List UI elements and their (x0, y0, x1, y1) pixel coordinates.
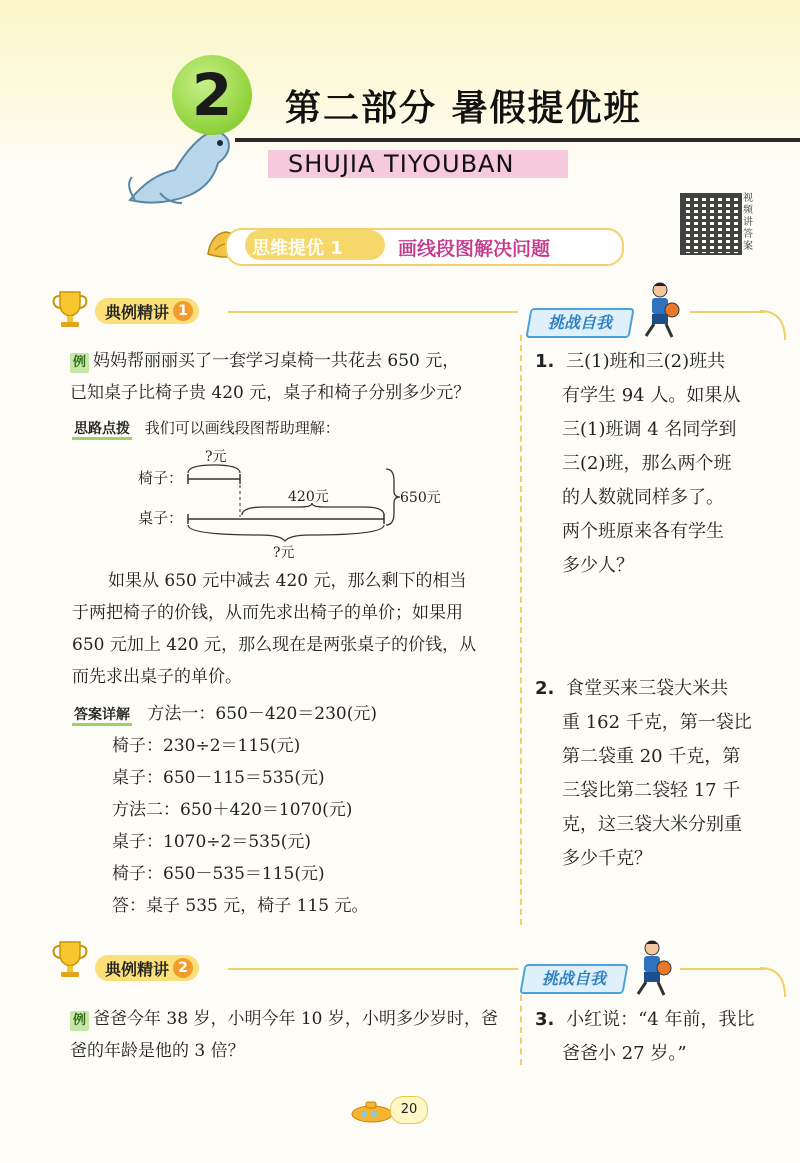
example2-problem-line1 (70, 1003, 498, 1035)
trophy-icon (50, 938, 90, 980)
example2-problem-text1: 爸爸今年 38 岁，小明今年 10 岁，小明多少岁时，爸 (93, 1009, 498, 1029)
page-number: 20 (390, 1096, 428, 1124)
example2-heading-label: 典例精讲 (105, 959, 170, 979)
line-segment-diagram (130, 445, 470, 563)
diagram-desk-label: 桌子： (138, 509, 184, 527)
q1-line1 (535, 345, 725, 379)
qr-code-icon[interactable] (680, 193, 742, 255)
challenge2-rule (680, 968, 765, 970)
example2-problem-line2: 爸的年龄是他的 3 倍？ (70, 1041, 245, 1061)
q3-text1: 小红说：“4 年前，我比 (566, 1009, 755, 1030)
example1-problem-text1: 妈妈帮丽丽买了一套学习桌椅一共花去 650 元， (93, 351, 460, 371)
solution-line4: 方法二：650＋420＝1070(元) (112, 800, 353, 820)
example2-tag: 例 (70, 1011, 89, 1031)
page-subtitle: SHUJIA TIYOUBAN (288, 150, 515, 178)
basketball-player-icon (628, 938, 674, 998)
q2-line3: 第二袋重 20 千克，第 (562, 746, 741, 767)
q1-line4: 三(2)班，那么两个班 (562, 453, 732, 474)
title-rule (235, 138, 800, 142)
challenge-tag-2 (519, 964, 628, 994)
column-divider (520, 335, 522, 925)
challenge-label-1: 挑战自我 (547, 313, 612, 332)
challenge2-corner (760, 967, 790, 1007)
example1-tag: 例 (70, 353, 89, 373)
basketball-player-icon (636, 280, 682, 340)
q2-text1: 食堂买来三袋大米共 (566, 678, 729, 699)
challenge-label-2: 挑战自我 (541, 969, 606, 988)
q2-number: 2. (535, 678, 555, 699)
q1-line5: 的人数就同样多了。 (562, 487, 724, 508)
q3-line2: 爸爸小 27 岁。” (562, 1043, 687, 1064)
example1-heading (95, 298, 199, 324)
q1-line6: 两个班原来各有学生 (562, 521, 724, 542)
solution-line7: 答：桌子 535 元，椅子 115 元。 (112, 896, 369, 916)
q1-line7: 多少人？ (562, 555, 634, 576)
q2-line5: 克，这三袋大米分别重 (562, 814, 742, 835)
q3-line1 (535, 1003, 755, 1037)
example1-heading-rule (228, 311, 518, 313)
q1-line2: 有学生 94 人。如果从 (562, 385, 741, 406)
hint-label: 思路点拨 (72, 421, 132, 440)
challenge-tag-1 (525, 308, 634, 338)
diagram-difference: 420元 (288, 489, 329, 505)
qr-label: 视频讲答案 (743, 193, 753, 252)
explain-line3: 650 元加上 420 元，那么现在是两张桌子的价钱，从 (72, 635, 477, 655)
example2-heading-rule (228, 968, 518, 970)
solution-text1: 方法一：650－420＝230(元) (147, 704, 378, 724)
q3-number: 3. (535, 1009, 555, 1030)
q2-line2: 重 162 千克，第一袋比 (562, 712, 752, 733)
solution-line2: 椅子：230÷2＝115(元) (112, 736, 301, 756)
solution-line6: 椅子：650－535＝115(元) (112, 864, 325, 884)
diagram-desk-unknown: ?元 (273, 545, 295, 561)
chapter-number-badge: 2 (172, 55, 252, 135)
example1-problem-line1 (70, 345, 459, 377)
q2-line1 (535, 672, 728, 706)
q2-line4: 三袋比第二袋轻 17 千 (562, 780, 741, 801)
example2-heading (95, 955, 199, 981)
answer-label: 答案详解 (72, 707, 132, 726)
explain-line2: 于两把椅子的价钱，从而先求出椅子的单价；如果用 (72, 603, 463, 623)
solution-line1 (72, 698, 377, 731)
challenge1-rule (690, 311, 765, 313)
example1-problem-line2: 已知桌子比椅子贵 420 元，桌子和椅子分别多少元？ (70, 383, 471, 403)
explain-line1: 如果从 650 元中减去 420 元，那么剩下的相当 (108, 571, 467, 591)
trophy-icon (50, 288, 90, 330)
example1-hint-line (72, 412, 340, 445)
example1-heading-label: 典例精讲 (105, 302, 170, 322)
example1-heading-number: 1 (173, 301, 193, 321)
lesson-title: 画线段图解决问题 (398, 238, 551, 260)
lesson-number: 思维提优 1 (252, 238, 343, 259)
solution-line3: 桌子：650－115＝535(元) (112, 768, 325, 788)
column-divider-2 (520, 995, 522, 1065)
page-title: 第二部分 暑假提优班 (285, 88, 642, 129)
example2-heading-number: 2 (173, 958, 193, 978)
q1-line3: 三(1)班调 4 名同学到 (562, 419, 737, 440)
explain-line4: 而先求出桌子的单价。 (72, 667, 242, 687)
q1-number: 1. (535, 351, 555, 372)
diagram-chair-label: 椅子： (138, 469, 184, 487)
q2-line6: 多少千克？ (562, 848, 652, 869)
solution-line5: 桌子：1070÷2＝535(元) (112, 832, 312, 852)
challenge1-corner (760, 310, 790, 350)
diagram-chair-unknown: ?元 (205, 449, 227, 465)
diagram-total: 650元 (400, 490, 441, 506)
hint-text: 我们可以画线段图帮助理解： (144, 419, 340, 437)
q1-text1: 三(1)班和三(2)班共 (566, 351, 726, 372)
